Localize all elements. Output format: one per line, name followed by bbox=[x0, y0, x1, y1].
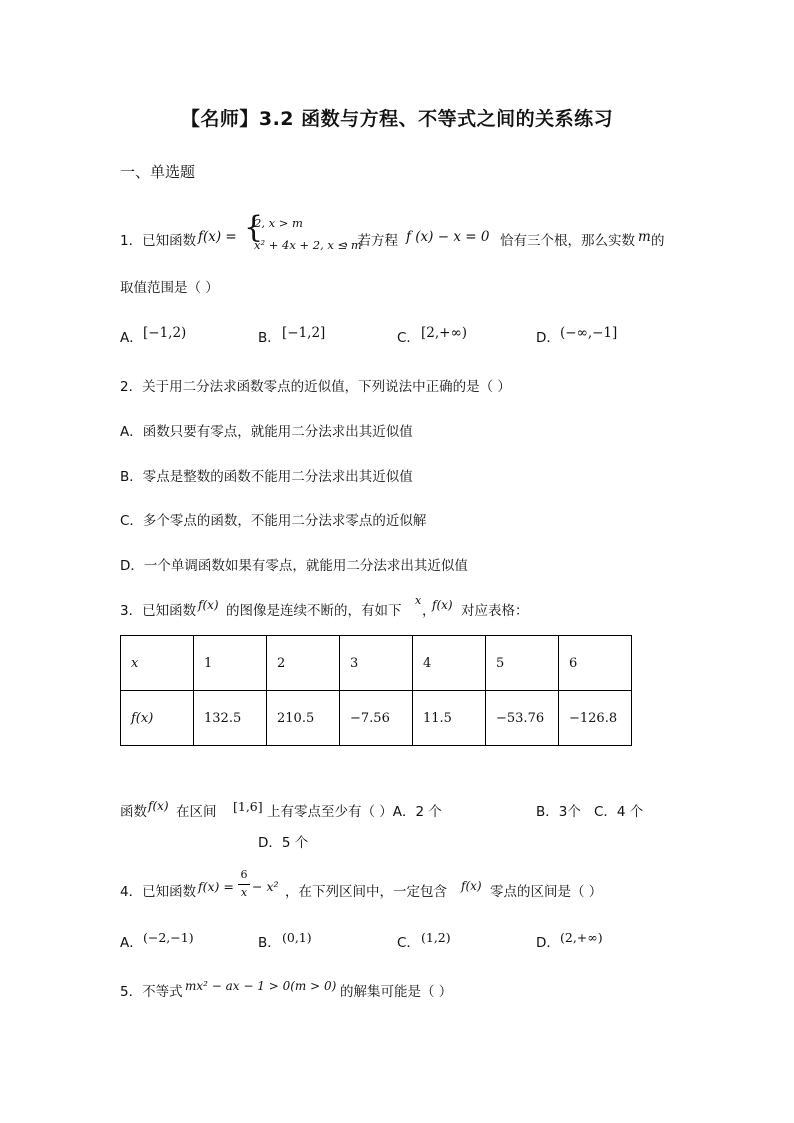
q3-ask-c: 上有零点至少有（ ）A．2 个 bbox=[267, 804, 442, 820]
value-table bbox=[120, 635, 632, 746]
q1-option-b-label: B． bbox=[258, 330, 281, 346]
q4-option-b-value: (0,1) bbox=[282, 930, 312, 945]
table-cell: 5 bbox=[486, 636, 559, 691]
q4-fraction-numerator: 6 bbox=[240, 868, 248, 881]
q3-stem-b: 的图像是连续不断的，有如下 bbox=[226, 603, 402, 619]
q3-ask-function: f(x) bbox=[148, 799, 169, 813]
table-cell: 3 bbox=[340, 636, 413, 691]
q1-option-c-value: [2,+∞) bbox=[421, 325, 467, 341]
q5-inequality: mx² − ax − 1 > 0(m > 0) bbox=[185, 979, 337, 993]
q4-stem-b: ，在下列区间中，一定包含 bbox=[285, 884, 447, 900]
q4-fraction-denominator: x bbox=[240, 886, 248, 899]
q1-mid-text: ，若方程 bbox=[344, 233, 398, 249]
q4-fraction-bar bbox=[238, 884, 250, 885]
q5-stem-a: 5．不等式 bbox=[120, 984, 183, 1000]
q1-equation: f (x) − x = 0 bbox=[406, 229, 490, 245]
table-cell: f(x) bbox=[121, 691, 194, 746]
q1-option-c-label: C． bbox=[397, 330, 420, 346]
table-cell: −126.8 bbox=[559, 691, 632, 746]
q4-option-d-label: D． bbox=[536, 935, 560, 951]
q3-function: f(x) bbox=[198, 598, 219, 612]
q1-tail: 恰有三个根，那么实数 bbox=[500, 233, 635, 249]
q1-piece-1: 2, x > m bbox=[254, 216, 303, 230]
q4-option-c-value: (1,2) bbox=[421, 930, 451, 945]
table-cell: 210.5 bbox=[267, 691, 340, 746]
q3-stem-c: 对应表格： bbox=[461, 603, 529, 619]
q1-option-d-label: D． bbox=[536, 330, 560, 346]
q5-stem-b: 的解集可能是（ ） bbox=[340, 984, 453, 1000]
q3-ask-b: 在区间 bbox=[176, 804, 217, 820]
q3-comma: ， bbox=[422, 603, 436, 619]
q4-option-a-value: (−2,−1) bbox=[143, 930, 194, 945]
q2-option-c: C．多个零点的函数，不能用二分法求零点的近似解 bbox=[120, 513, 427, 529]
q4-stem-a: 4．已知函数 bbox=[120, 884, 197, 900]
table-cell: 132.5 bbox=[194, 691, 267, 746]
q4-option-c-label: C． bbox=[397, 935, 420, 951]
table-cell: 1 bbox=[194, 636, 267, 691]
q3-ask-a: 函数 bbox=[120, 804, 147, 820]
q1-piece-2: x² + 4x + 2, x ≤ m bbox=[254, 238, 362, 252]
table-cell: −53.76 bbox=[486, 691, 559, 746]
table-cell: 2 bbox=[267, 636, 340, 691]
q1-prefix: 1．已知函数 bbox=[120, 233, 197, 249]
q4-option-a-label: A． bbox=[120, 935, 143, 951]
q3-function-2: f(x) bbox=[432, 598, 453, 612]
q1-function: f(x) = bbox=[198, 229, 237, 245]
q1-option-b-value: [−1,2] bbox=[282, 325, 326, 341]
q4-stem-c: 零点的区间是（ ） bbox=[490, 884, 603, 900]
q1-option-a-value: [−1,2) bbox=[143, 325, 187, 341]
q2-option-b: B．零点是整数的函数不能用二分法求出其近似值 bbox=[120, 469, 413, 485]
q1-option-a-label: A． bbox=[120, 330, 143, 346]
q2-option-a: A．函数只要有零点，就能用二分法求出其近似值 bbox=[120, 424, 413, 440]
q4-option-d-value: (2,+∞) bbox=[560, 930, 603, 945]
q4-option-b-label: B． bbox=[258, 935, 281, 951]
q2-stem: 2．关于用二分法求函数零点的近似值，下列说法中正确的是（ ） bbox=[120, 379, 511, 395]
q1-brace: { bbox=[244, 210, 264, 245]
table-cell: 6 bbox=[559, 636, 632, 691]
table-row bbox=[121, 636, 632, 691]
q2-option-d: D．一个单调函数如果有零点，就能用二分法求出其近似值 bbox=[120, 558, 468, 574]
table-cell: 11.5 bbox=[413, 691, 486, 746]
page-title: 【名师】3.2 函数与方程、不等式之间的关系练习 bbox=[180, 108, 614, 130]
q1-variable-m: m bbox=[638, 229, 651, 245]
q3-x: x bbox=[415, 594, 422, 607]
q3-option-b: B．3个 bbox=[536, 804, 581, 820]
q4-function-2: f(x) bbox=[461, 879, 482, 893]
q3-interval: [1,6] bbox=[233, 799, 263, 814]
table-cell: 4 bbox=[413, 636, 486, 691]
q1-option-d-value: (−∞,−1] bbox=[560, 325, 618, 341]
table-row bbox=[121, 691, 632, 746]
q3-stem-a: 3．已知函数 bbox=[120, 603, 197, 619]
q3-option-c: C．4 个 bbox=[594, 804, 644, 820]
q1-tail-2: 的 bbox=[651, 233, 665, 249]
q4-function-rest: − x² bbox=[252, 879, 279, 894]
table-cell: x bbox=[121, 636, 194, 691]
table-cell: −7.56 bbox=[340, 691, 413, 746]
q3-option-d: D．5 个 bbox=[258, 835, 309, 851]
q4-function: f(x) = bbox=[198, 879, 234, 894]
section-heading: 一、单选题 bbox=[120, 163, 196, 181]
q1-line-2: 取值范围是（ ） bbox=[120, 280, 219, 296]
